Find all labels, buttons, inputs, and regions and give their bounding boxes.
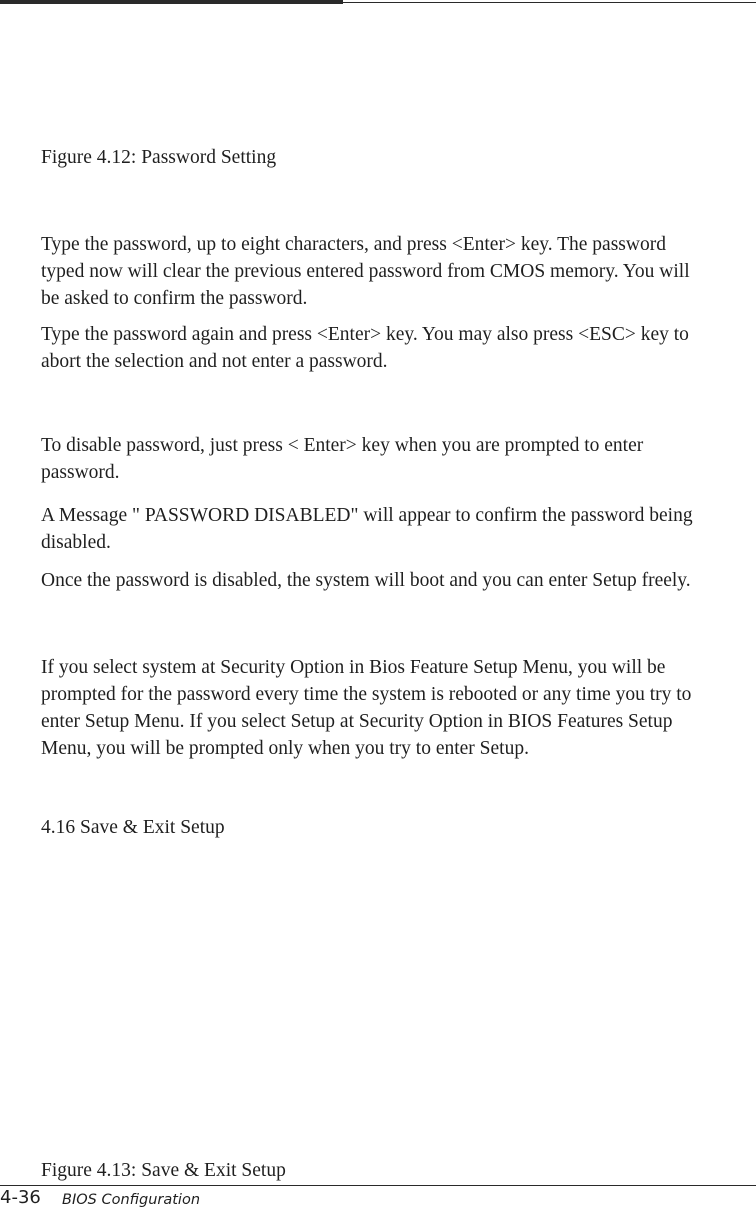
paragraph-type-password (41, 231, 690, 312)
paragraph-line: If you select system at Security Option in Bios Feature Setup Menu, you will be (41, 657, 666, 678)
paragraph-line: Type the password, up to eight characters, and press <Enter> key. The password (41, 234, 666, 255)
paragraph-line: enter Setup Menu. If you select Setup at Security Option in BIOS Features Setup (41, 711, 673, 732)
paragraph-line: Once the password is disabled, the system will boot and you can enter Setup freely. (41, 570, 691, 591)
paragraph-line: disabled. (41, 532, 111, 553)
footer-rule (0, 1185, 756, 1186)
figure-caption-password-setting: Figure 4.12: Password Setting (41, 147, 277, 168)
paragraph-line: abort the selection and not enter a password. (41, 351, 388, 372)
section-heading: 4.16 Save & Exit Setup (41, 817, 225, 838)
paragraph-line: password. (41, 462, 120, 483)
paragraph-boot-freely (41, 567, 691, 594)
paragraph-disabled-message (41, 502, 693, 556)
paragraph-line: Type the password again and press <Enter> key. You may also press <ESC> key to (41, 324, 689, 345)
figure-caption-save-exit: Figure 4.13: Save & Exit Setup (41, 1160, 286, 1181)
paragraph-line: be asked to confirm the password. (41, 288, 308, 309)
header-rule-thin (343, 2, 756, 3)
paragraph-disable-password (41, 432, 643, 486)
paragraph-line: Menu, you will be prompted only when you try to enter Setup. (41, 738, 529, 759)
paragraph-line: A Message " PASSWORD DISABLED" will appear to confirm the password being (41, 505, 693, 526)
paragraph-line: To disable password, just press < Enter> key when you are prompted to enter (41, 435, 644, 456)
paragraph-confirm-password (41, 321, 689, 375)
paragraph-security-option (41, 654, 691, 762)
footer-section-title: BIOS Configuration (62, 1192, 201, 1208)
header-rule-thick (0, 0, 343, 4)
paragraph-line: prompted for the password every time the system is rebooted or any time you try to (41, 684, 692, 705)
paragraph-line: typed now will clear the previous entered password from CMOS memory. You will (41, 261, 690, 282)
page-number: 4-36 (0, 1187, 41, 1208)
